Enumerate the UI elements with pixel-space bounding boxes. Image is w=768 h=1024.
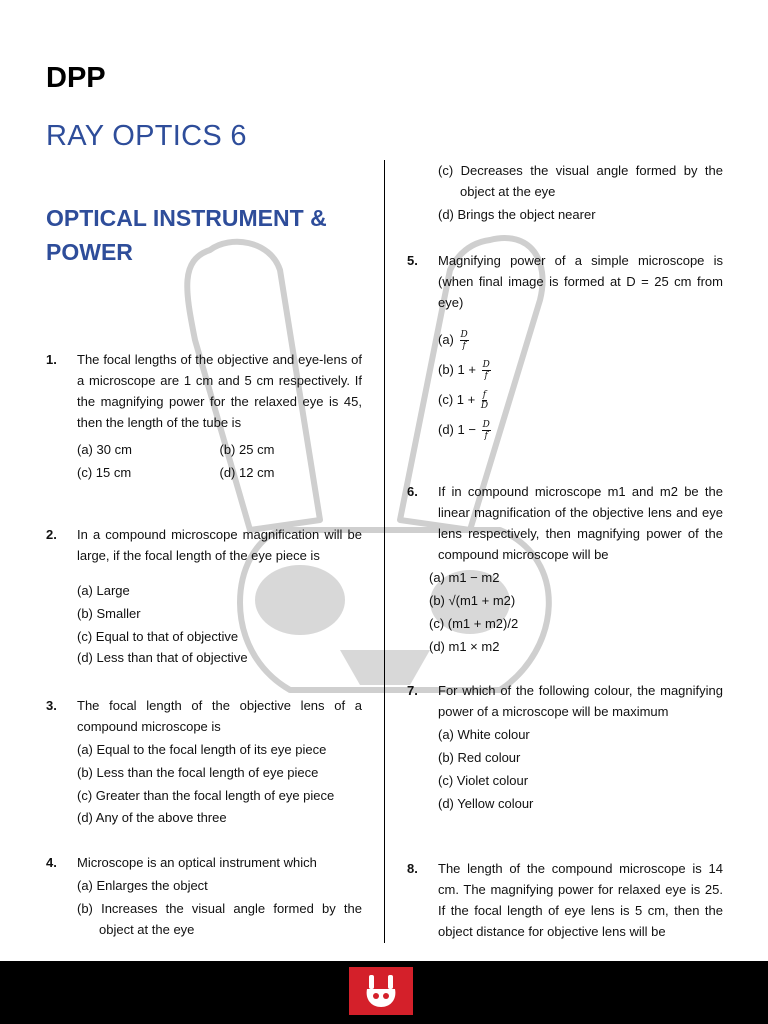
option-a[interactable]: (a) Enlarges the object bbox=[77, 878, 208, 893]
question-3 bbox=[46, 695, 362, 828]
page-subtitle: OPTICAL INSTRUMENT & POWER bbox=[46, 205, 327, 265]
option-b[interactable]: (b) Red colour bbox=[438, 750, 521, 765]
option-b[interactable]: (b) Increases the visual angle formed by the object at the eye bbox=[77, 901, 362, 937]
option-c[interactable]: (c) Violet colour bbox=[438, 773, 529, 788]
question-text: Magnifying power of a simple microscope is (when final image is formed at D = 25 cm from eye) bbox=[438, 253, 723, 310]
question-text: For which of the following colour, the magnifying power of a microscope will be maximum bbox=[438, 683, 723, 719]
fraction: $\frac{D}{f}$ bbox=[460, 330, 468, 352]
option-d[interactable]: (d) Any of the above three bbox=[77, 810, 227, 825]
option-c[interactable]: (c) (m1 + m2)/2 bbox=[429, 616, 519, 631]
page-title: RAY OPTICS 6 bbox=[46, 120, 247, 152]
question-8 bbox=[407, 858, 723, 942]
option-b[interactable]: (b) √(m1 + m2) bbox=[429, 593, 516, 608]
option-d[interactable]: (d) Yellow colour bbox=[438, 796, 534, 811]
question-text: The length of the compound microscope is 14 cm. The magnifying power for relaxed eye is 25. If the focal length of eye lens is 5 cm, then the object distance for objective lens will be bbox=[438, 861, 723, 939]
question-4 bbox=[46, 852, 362, 940]
question-7 bbox=[407, 680, 723, 814]
option-c[interactable]: (c) Equal to that of objective bbox=[77, 629, 239, 644]
option-a[interactable]: (a) Large bbox=[77, 583, 130, 598]
question-number: 1. bbox=[46, 352, 57, 367]
option-d[interactable]: (d) Less than that of objective bbox=[77, 650, 248, 665]
option-d[interactable]: (d) 12 cm bbox=[219, 465, 275, 480]
question-2 bbox=[46, 524, 362, 668]
question-6 bbox=[407, 481, 723, 657]
question-number: 4. bbox=[46, 855, 57, 870]
question-text: The focal lengths of the objective and eye-lens of a microscope are 1 cm and 5 cm respectively. If the magnifying power for the relaxed eye is 45, then the length of the tube is bbox=[77, 352, 362, 430]
question-number: 8. bbox=[407, 861, 418, 876]
question-number: 7. bbox=[407, 683, 418, 698]
option-a[interactable]: (a) 30 cm bbox=[77, 442, 132, 457]
option-c[interactable]: (c) 15 cm bbox=[77, 465, 132, 480]
question-1 bbox=[46, 349, 362, 483]
fraction: $\frac{f}{D}$ bbox=[480, 390, 489, 412]
question-number: 3. bbox=[46, 698, 57, 713]
question-number: 2. bbox=[46, 527, 57, 542]
question-text: Microscope is an optical instrument which bbox=[77, 855, 317, 870]
question-text: The focal length of the objective lens of a compound microscope is bbox=[77, 698, 362, 734]
option-b[interactable]: (b) 25 cm bbox=[219, 442, 275, 457]
option-c[interactable]: (c) 1 + $\frac{f}{D}$ bbox=[438, 390, 489, 412]
question-number: 6. bbox=[407, 484, 418, 499]
question-number: 5. bbox=[407, 253, 418, 268]
option-b[interactable]: (b) Less than the focal length of eye piece bbox=[77, 765, 319, 780]
option-d[interactable]: (d) m1 × m2 bbox=[429, 639, 500, 654]
column-divider bbox=[384, 160, 385, 943]
option-b[interactable]: (b) Smaller bbox=[77, 606, 141, 621]
option-d[interactable]: (d) Brings the object nearer bbox=[438, 207, 596, 222]
question-5 bbox=[407, 250, 723, 445]
brand-logo-icon bbox=[349, 967, 413, 1015]
option-b[interactable]: (b) 1 + $\frac{D}{f}$ bbox=[438, 360, 490, 382]
option-d[interactable]: (d) 1 − $\frac{D}{f}$ bbox=[438, 420, 490, 442]
option-a[interactable]: (a) White colour bbox=[438, 727, 530, 742]
dpp-label: DPP bbox=[46, 62, 106, 94]
option-a[interactable]: (a) Equal to the focal length of its eye piece bbox=[77, 742, 327, 757]
question-4-continued bbox=[407, 160, 723, 225]
question-text: In a compound microscope magnification will be large, if the focal length of the eye piece is bbox=[77, 527, 362, 563]
fraction: $\frac{D}{f}$ bbox=[482, 420, 490, 442]
option-c[interactable]: (c) Greater than the focal length of eye piece bbox=[77, 788, 335, 803]
option-a[interactable]: (a) m1 − m2 bbox=[429, 570, 500, 585]
fraction: $\frac{D}{f}$ bbox=[482, 360, 490, 382]
question-text: If in compound microscope m1 and m2 be the linear magnification of the objective lens and eye lens respectively, then magnifying power of the compound microscope will be bbox=[438, 484, 723, 562]
option-a[interactable]: (a) $\frac{D}{f}$ bbox=[438, 330, 468, 352]
option-c[interactable]: (c) Decreases the visual angle formed by the object at the eye bbox=[438, 163, 723, 199]
